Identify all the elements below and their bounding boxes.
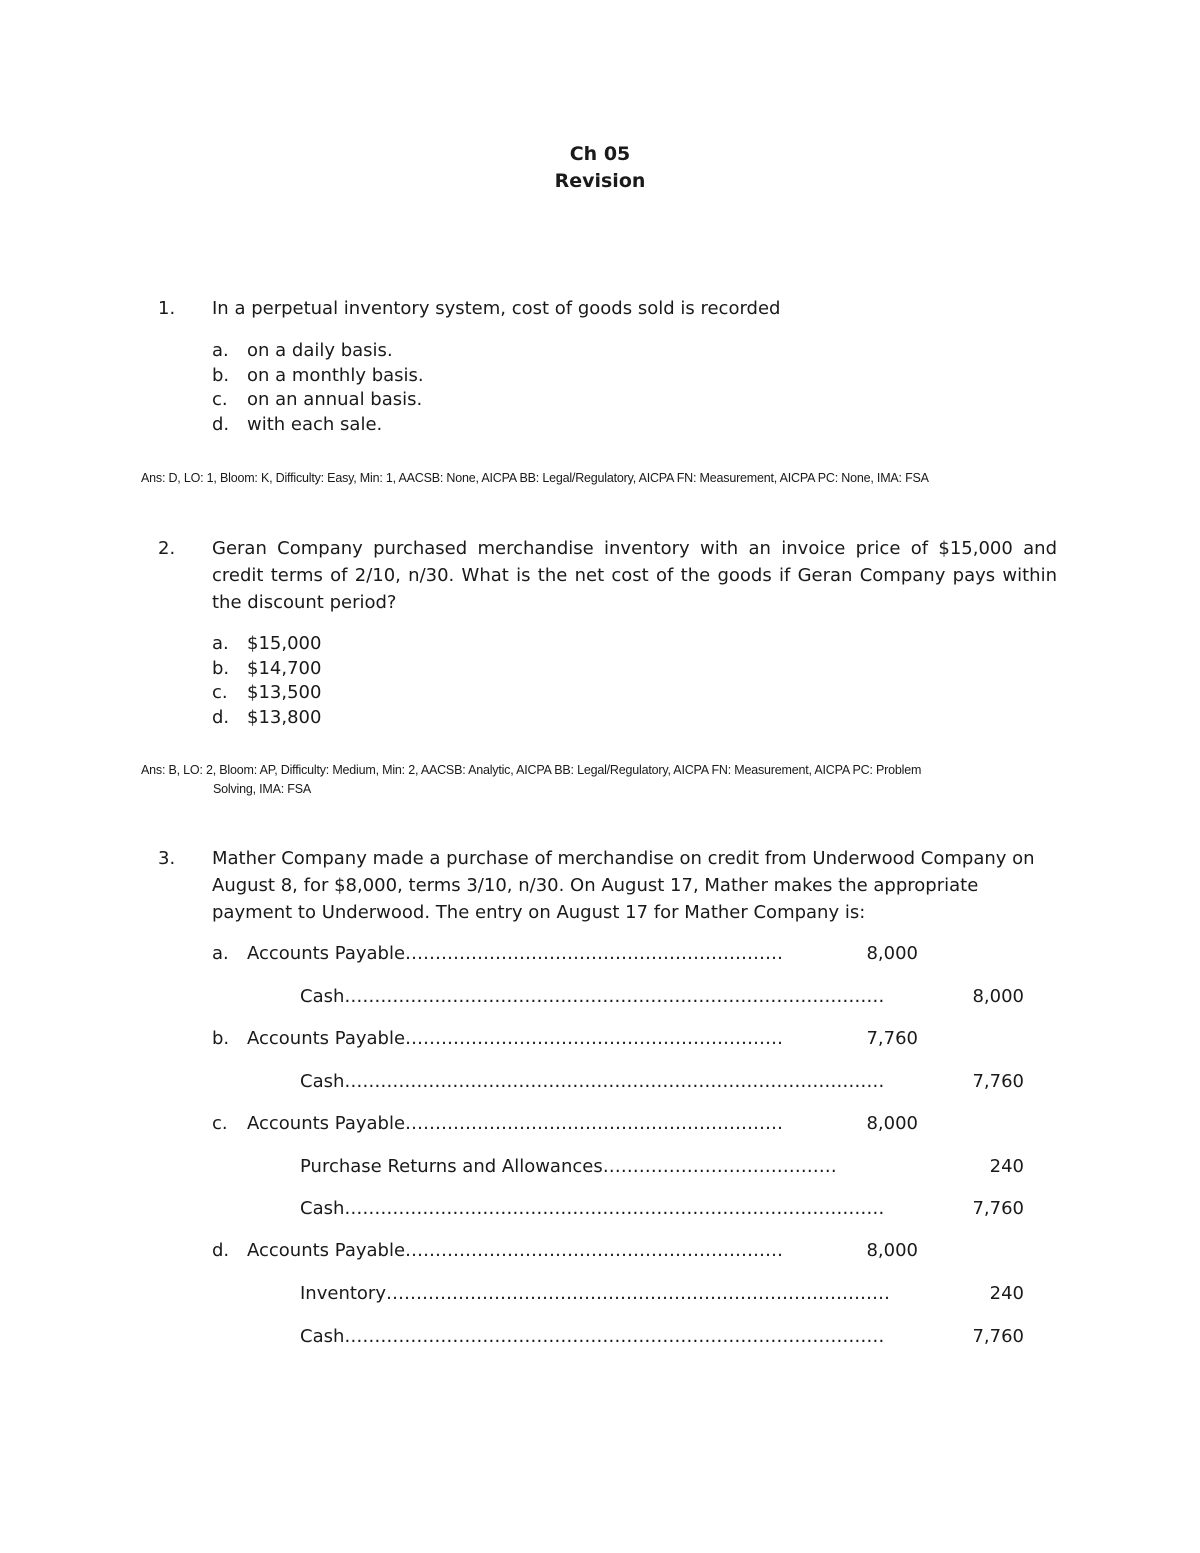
credit-account: Inventory………………………………………………………………………… [300,1283,890,1304]
option-text: $15,000 [247,633,322,654]
credit-account: Purchase Returns and Allowances………………………………… [300,1156,837,1177]
credit-account: Cash……………………………………………………………………………… [300,986,885,1007]
journal-entry-line [0,942,1200,985]
credit-account: Cash……………………………………………………………………………… [300,1198,885,1219]
page-title: Ch 05 [569,143,631,165]
debit-account: Accounts Payable……………………………………………………… [247,1240,784,1261]
credit-amount: 8,000 [972,986,1024,1007]
option-letter: b. [212,364,230,386]
question-number: 3. [158,848,176,869]
option-d [212,706,912,731]
option-d [212,413,912,438]
credit-amount: 7,760 [972,1198,1024,1219]
debit-amount: 7,760 [866,1028,918,1049]
option-letter: d. [212,706,230,728]
option-letter: a. [212,340,229,361]
journal-entry-line [0,1282,1200,1325]
option-b [212,657,912,682]
debit-account: Accounts Payable……………………………………………………… [247,943,784,964]
question-text: Geran Company purchased merchandise inventory with an invoice price of $15,000 and credit terms of 2/10, n/30. What is the net cost of the goods if Geran Company pays within the discount period? [212,538,1057,613]
journal-entry-line [0,1239,1200,1282]
debit-amount: 8,000 [866,1240,918,1261]
answer-key [141,469,1061,488]
debit-amount: 8,000 [866,1113,918,1134]
journal-entry-line [0,1112,1200,1155]
answer-key-continuation: Solving, IMA: FSA [213,782,312,796]
page-subtitle: Revision [554,170,646,192]
debit-account: Accounts Payable……………………………………………………… [247,1113,784,1134]
question-number: 1. [158,298,176,319]
option-text: with each sale. [247,413,383,435]
question-text: In a perpetual inventory system, cost of goods sold is recorded [212,298,781,319]
option-a [212,632,912,657]
journal-entry-line [0,1155,1200,1198]
option-letter: c. [212,389,228,410]
credit-amount: 240 [989,1283,1024,1304]
option-letter: c. [212,1113,228,1134]
credit-amount: 7,760 [972,1326,1024,1347]
option-text: $13,500 [247,682,322,703]
option-text: on an annual basis. [247,389,423,410]
question-number: 2. [158,538,176,559]
credit-account: Cash……………………………………………………………………………… [300,1071,885,1092]
option-a [212,339,912,364]
option-letter: c. [212,682,228,703]
credit-amount: 7,760 [972,1071,1024,1092]
option-letter: d. [212,413,230,435]
debit-amount: 8,000 [866,943,918,964]
option-c [212,388,912,413]
journal-entry-line [0,985,1200,1028]
credit-account: Cash……………………………………………………………………………… [300,1326,885,1347]
journal-entry-line [0,1027,1200,1070]
option-letter: a. [212,633,229,654]
journal-entry-line [0,1197,1200,1240]
option-text: $14,700 [247,657,322,679]
option-b [212,364,912,389]
option-letter: a. [212,943,229,964]
option-text: $13,800 [247,706,322,728]
question-text: Mather Company made a purchase of merchandise on credit from Underwood Company on August 8, for $8,000, terms 3/10, n/30. On August 17, Mather makes the appropriate payment to Underwood. The entry on August 17 for Mather Company is: [212,848,1035,923]
answer-key [141,761,1061,799]
option-letter: b. [212,1028,230,1049]
option-list [212,632,912,730]
option-c [212,681,912,706]
option-letter: d. [212,1240,230,1261]
answer-key-line: Ans: B, LO: 2, Bloom: AP, Difficulty: Medium, Min: 2, AACSB: Analytic, AICPA BB: Legal/Regulatory, AICPA FN: Measurement, AICPA PC: Problem [141,763,922,777]
debit-account: Accounts Payable……………………………………………………… [247,1028,784,1049]
answer-key-line: Ans: D, LO: 1, Bloom: K, Difficulty: Easy, Min: 1, AACSB: None, AICPA BB: Legal/Regulatory, AICPA FN: Measurement, AICPA PC: None, IMA: FSA [141,471,929,485]
option-letter: b. [212,657,230,679]
option-text: on a monthly basis. [247,364,424,386]
journal-entry-line [0,1070,1200,1113]
credit-amount: 240 [989,1156,1024,1177]
journal-entry-line [0,1325,1200,1368]
option-list [212,339,912,437]
option-text: on a daily basis. [247,340,393,361]
